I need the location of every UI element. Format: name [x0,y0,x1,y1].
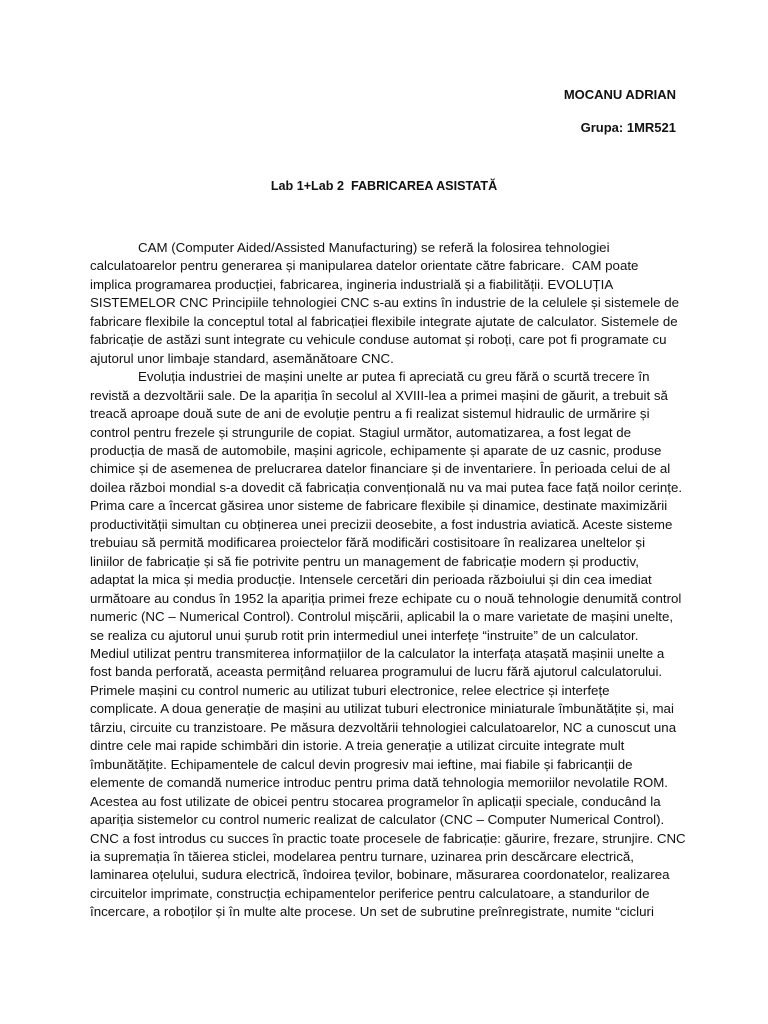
paragraph-line: laminarea oțelului, sudura electrică, îndoirea țevilor, bobinare, măsurarea coordonatelor, realizarea [90,867,670,883]
paragraph-line: calculatoarelor pentru generarea și manipularea datelor orientate către fabricare. CAM poate [90,258,639,274]
paragraph-line: doilea război mondial s-a dovedit că fabricația convențională nu va mai putea face față noilor cerințe. [90,479,683,495]
paragraph-line: liniilor de fabricație și să fie potrivite pentru un management de fabricație modern și productiv, [90,553,639,569]
paragraph-line: târziu, circuite cu tranzistoare. Pe măsura dezvoltării tehnologiei calculatoarelor, NC a cunoscut una [90,719,677,735]
paragraph-line: fost banda perforată, aceasta permițând reluarea programului de lucru fără ajutorul calculatorului. [90,664,663,680]
paragraph-line: ajutorul unor limbaje standard, asemănătoare CNC. [90,350,394,366]
paragraph-line: chimice și de asemenea de prelucrarea datelor financiare și de inventariere. În perioada celui de al [90,461,671,477]
paragraph-line: fabricare flexibile la conceptul total al fabricației flexibile integrate ajutate de calculator. Sistemele de [90,313,678,329]
paragraph-line: Acestea au fost utilizate de obicei pentru stocarea programelor în aplicații speciale, conducând la [90,793,661,809]
paragraph-line: adaptat la mica și media producție. Intensele cercetări din perioada războiului și din cea imediat [90,572,652,588]
paragraph-line: control pentru frezele și strungurile de copiat. Stagiul următor, automatizarea, a fost legat de [90,424,632,440]
document-title: Lab 1+Lab 2 FABRICAREA ASISTATĂ [270,179,498,193]
paragraph-line: încercare, a roboților și în multe alte procese. Un set de subrutine preînregistrate, numite “cicluri [90,904,654,920]
paragraph-line: îmbunătățite. Echipamentele de calcul devin progresiv mai ieftine, mai fiabile și fabricanții de [90,756,633,772]
body-text [90,239,690,922]
paragraph-line: dintre cele mai rapide schimbări din istorie. A treia generație a utilizat circuite integrate mult [90,738,625,754]
paragraph-line: următoare au condus în 1952 la apariția primei freze echipate cu o nouă tehnologie denumită control [90,590,682,606]
paragraph-line: revistă a dezvoltării sale. De la apariția în secolul al XVIII-lea a primei mașini de găurit, a trebuit să [90,387,668,403]
paragraph-line: circuitelor imprimate, construcția echipamentelor periferice pentru calculatoare, a standurilor de [90,885,650,901]
paragraph-line: producția de masă de automobile, mașini agricole, echipamente și aparate de uz casnic, produse [90,442,662,458]
paragraph-line: Evoluția industriei de mașini unelte ar putea fi apreciată cu greu fără o scurtă trecere în [138,369,650,385]
paragraph-line: fabricație de astăzi sunt integrate cu vehicule conduse automat și roboți, care pot fi programate cu [90,332,667,348]
paragraph-line: complicate. A doua generație de mașini au utilizat tuburi electronice miniaturale îmbunătățite și, mai [90,701,674,717]
paragraph-line: SISTEMELOR CNC Principiile tehnologiei CNC s-au extins în industrie de la celulele și sistemele de [90,295,680,311]
paragraph-line: treacă aproape două sute de ani de evoluție pentru a fi realizat sistemul hidraulic de urmărire și [90,406,650,422]
paragraph-line: Prima care a încercat găsirea unor sisteme de fabricare flexibile și dinamice, destinate maximizării [90,498,668,514]
paragraph-line: CNC a fost introdus cu succes în practic toate procesele de fabricație: găurire, frezare, strunjire. CNC [90,830,686,846]
group-label: Grupa: 1MR521 [580,120,676,135]
paragraph-line: se realiza cu ajutorul unui șurub rotit prin intermediul unei interfețe “instruite” de un calculator. [90,627,639,643]
paragraph-line: trebuiau să permită modificarea proiectelor fără modificări costisitoare în realizarea uneltelor și [90,535,646,551]
paragraph-line: ia supremația în tăierea sticlei, modelarea pentru turnare, uzinarea prin descărcare electrică, [90,848,634,864]
paragraph-line: Primele mașini cu control numeric au utilizat tuburi electronice, relee electrice și interfețe [90,682,610,698]
paragraph-line: CAM (Computer Aided/Assisted Manufacturing) se referă la folosirea tehnologiei [138,240,610,255]
paragraph-line: numeric (NC – Numerical Control). Controlul mișcării, aplicabil la o mare varietate de mașini unelte, [90,609,674,625]
paragraph-line: implica programarea producției, fabricarea, ingineria industrială și a fiabilității. EVOLUȚIA [90,276,614,292]
paragraph-line: Mediul utilizat pentru transmiterea informațiilor de la calculator la interfața atașată mașinii unelte a [90,645,665,661]
paragraph-line: apariția sistemelor cu control numeric realizat de calculator (CNC – Computer Numerical Control). [90,812,665,828]
paragraph-line: productivității simultan cu obținerea unei precizii deosebite, a fost industria aviatică. Aceste sisteme [90,516,673,532]
author-name: MOCANU ADRIAN [563,87,676,102]
paragraph-line: elemente de comandă numerice introduc pentru prima dată tehnologia memoriilor nevolatile ROM. [90,775,668,791]
